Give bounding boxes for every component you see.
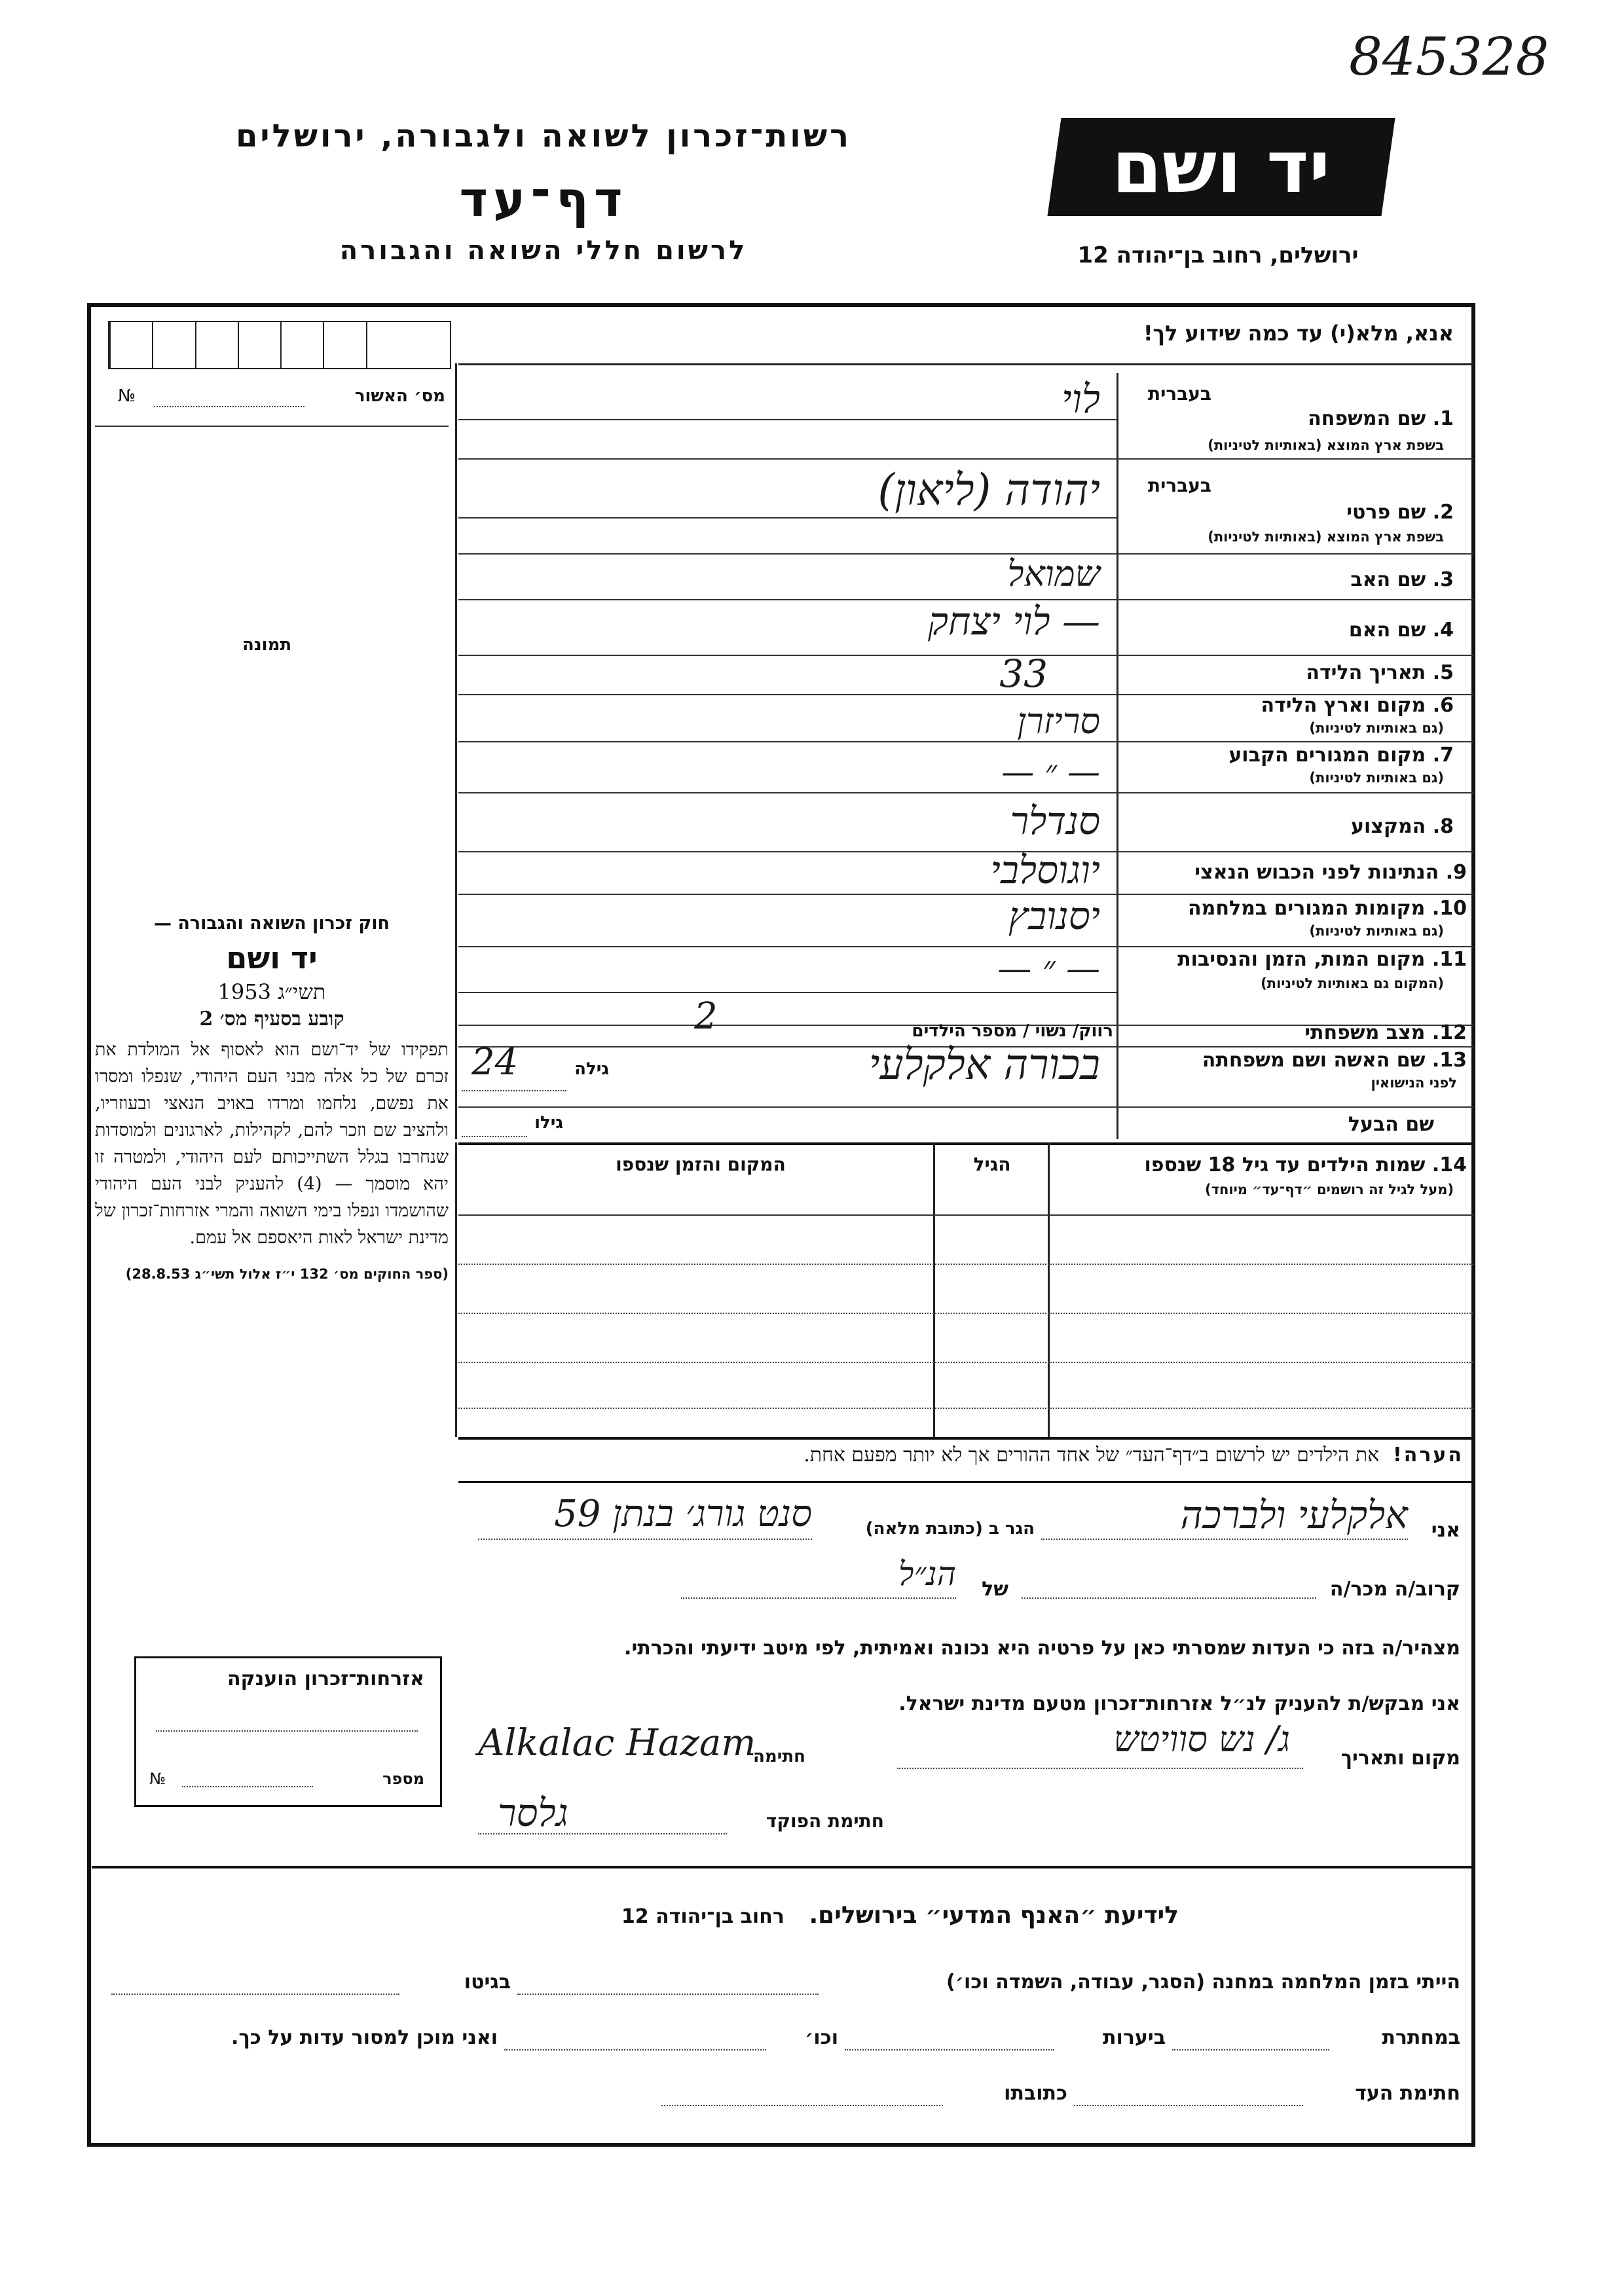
field-num: 6.: [1432, 694, 1454, 717]
field-label: מקומות המגורים במלחמה: [1188, 897, 1426, 920]
decl-relative-label: קרוב/ה מכר/ה: [1329, 1578, 1460, 1601]
field-family-name-label: [1126, 407, 1454, 430]
law-clause: קובע בסעיף מס׳ 2: [199, 1008, 344, 1030]
citizenship-box: [134, 1656, 442, 1807]
decl-i-value: אלקלעי ולברכה: [1180, 1493, 1408, 1537]
field-num: 3.: [1432, 568, 1454, 591]
field-citizenship-label: [1126, 861, 1467, 884]
field-death-value: — ״ —: [997, 949, 1100, 989]
document-title: דף־עד: [459, 172, 628, 228]
law-text-block: [95, 910, 449, 1284]
field-label: הנתינות לפני הכבוש הנאצי: [1194, 861, 1439, 884]
field-profession-label: [1126, 815, 1454, 838]
children-heading: [1048, 1154, 1467, 1176]
husband-age-label: גילו: [534, 1113, 563, 1133]
field-profession-value: סנדלר: [1010, 799, 1100, 843]
footer-ready: ואני מוכן למסור עדות על כך.: [231, 2026, 498, 2049]
decl-signature: Alkalac Hazam: [478, 1722, 756, 1764]
law-name: יד ושם: [226, 940, 318, 975]
footer-etc: וכו׳: [805, 2026, 838, 2049]
field-num: 14.: [1431, 1154, 1467, 1176]
children-sub: (מעל לגיל זה רושמים ״דף־עד״ מיוחד): [1205, 1182, 1454, 1197]
field-family-name-value: לוי: [1061, 376, 1100, 422]
field-residence-sub: (גם באותיות לטיניות): [1309, 770, 1444, 786]
field-mother-label: [1126, 619, 1454, 642]
field-label: שם המשפחה: [1308, 407, 1426, 430]
field-first-name-tag: בעברית: [1147, 475, 1211, 496]
footer-underground: במחתרת: [1382, 2026, 1460, 2049]
decl-sign-label: חתימה: [753, 1747, 805, 1766]
field-wife-value: בכורה אלקלעי: [868, 1041, 1100, 1089]
note-label: הערה!: [1393, 1444, 1464, 1467]
field-residence-label: [1126, 744, 1454, 767]
field-husband-label: שם הבעל: [1348, 1113, 1434, 1136]
photo-label: תמונה: [242, 635, 292, 655]
approval-number-boxes: [108, 321, 451, 369]
field-birthdate-value: 33: [999, 651, 1048, 696]
field-num: 2.: [1432, 501, 1454, 524]
field-death-label: [1126, 948, 1467, 971]
field-birthplace-label: [1126, 694, 1454, 717]
field-num: 1.: [1432, 407, 1454, 430]
decl-residing-label: הגר ב (כתובת מלאה): [865, 1519, 1035, 1539]
law-year: תשי״ג 1953: [217, 979, 326, 1004]
yad-vashem-logo: [1047, 118, 1395, 216]
field-wartime-residence-label: [1126, 897, 1467, 920]
intro-text: אנא, מלא(י) עד כמה שידוע לך!: [1143, 321, 1454, 346]
citizenship-box-no: №: [149, 1770, 166, 1788]
footer-title-row: [458, 1902, 1179, 1929]
field-num: 5.: [1432, 661, 1454, 684]
decl-statement: מצהיר/ה בזה כי העדות שמסרתי כאן על פרטיה היא נכונה ואמיתית, לפי מיטב ידיעתי והכרתי.: [624, 1637, 1460, 1660]
field-label: שם פרטי: [1346, 501, 1426, 524]
footer-witness-sign: חתימת העד: [1355, 2082, 1460, 2105]
decl-place-date-label: מקום ותאריך: [1340, 1747, 1460, 1770]
field-label: המקצוע: [1350, 815, 1426, 838]
decl-of-value: הנ״ל: [898, 1555, 956, 1593]
field-father-label: [1126, 568, 1454, 591]
field-num: 8.: [1432, 815, 1454, 838]
field-family-status-label: [1126, 1021, 1467, 1044]
wife-age-value: 24: [471, 1041, 519, 1084]
field-family-name-tag: בעברית: [1147, 383, 1211, 405]
law-body: תפקידו של יד־ושם הוא לאסוף אל המולדת את זכרם של כל אלה מבני העם היהודי, שנפלו ומסרו את נפשם, נלחמו ומרדו באויב הנאצי ובעוזריו, ולהציב שם וזכר להם, לקהילות, לארגונים ולמוסדות שנחרבו בגלל השתייכותם לעם היהודי, ולמטרה זו יהא מוסמך — (4) להעניק לבני העם היהודי שהושמדו ונפלו בימי השואה והמרי אזרחות־זכרון של מדינת ישראל לאות היאספם אל עמם.: [95, 1040, 449, 1248]
field-num: 10.: [1431, 897, 1467, 920]
family-status-options: רווק/ נשוי / מספר הילדים: [912, 1021, 1113, 1041]
approval-no: №: [118, 386, 136, 406]
decl-i-label: אני: [1431, 1519, 1460, 1542]
document-subtitle: לרשום חללי השואה והגבורה: [339, 236, 748, 266]
logo-text: יד ושם: [1112, 125, 1331, 209]
wife-age-label: גילה: [574, 1059, 609, 1079]
field-label: שם האשה ושם משפחתה: [1202, 1049, 1426, 1072]
field-first-name-label: [1126, 501, 1454, 524]
field-birthdate-label: [1126, 661, 1454, 684]
field-label: מקום המגורים הקבוע: [1228, 744, 1426, 767]
field-first-name-value: יהודה (ליאון): [877, 465, 1100, 515]
field-num: 13.: [1431, 1049, 1467, 1072]
field-family-name-sub: בשפת ארץ המוצא (באותיות לטיניות): [1208, 437, 1444, 453]
field-father-value: שמואל: [1007, 553, 1100, 594]
officer-signature: גלסר: [498, 1791, 568, 1835]
footer-line1: הייתי בזמן המלחמה במחנה (הסגר, עבודה, השמדה וכו׳): [946, 1971, 1460, 1994]
approval-label: מס׳ האשור: [354, 386, 445, 406]
field-label: מקום המות, הזמן והנסיבות: [1177, 948, 1426, 971]
citizenship-box-number: מספר: [382, 1770, 424, 1788]
field-num: 12.: [1431, 1021, 1467, 1044]
field-death-sub: (המקום גם באותיות לטיניות): [1261, 975, 1444, 991]
field-birthplace-value: סריזרן: [1017, 701, 1100, 742]
decl-request: אני מבקש/ת להעניק לנ״ל אזרחות־זכרון מטעם מדינת ישראל.: [898, 1692, 1460, 1715]
field-wartime-residence-sub: (גם באותיות לטיניות): [1309, 923, 1444, 939]
header-address: ירושלים, רחוב בן־יהודה 12: [1077, 242, 1359, 268]
field-label: שם האב: [1350, 568, 1426, 591]
field-num: 11.: [1431, 948, 1467, 971]
note-text: את הילדים יש לרשום ב״דף־העד״ של אחד ההורים אך לא יותר מפעם אחת.: [803, 1444, 1380, 1467]
field-label: מקום וארץ הלידה: [1261, 694, 1426, 717]
archive-number: 845328: [1349, 26, 1549, 87]
field-label: שם האם: [1348, 619, 1426, 642]
field-num: 9.: [1445, 861, 1467, 884]
children-count: 2: [694, 995, 718, 1038]
children-col-age: הגיל: [973, 1154, 1011, 1175]
field-label: שמות הילדים עד גיל 18 שנספו: [1144, 1154, 1426, 1176]
field-num: 4.: [1432, 619, 1454, 642]
children-col-place: המקום והזמן שנספו: [616, 1154, 786, 1175]
field-label: תאריך הלידה: [1306, 661, 1426, 684]
field-first-name-sub: בשפת ארץ המוצא (באותיות לטיניות): [1208, 529, 1444, 545]
field-mother-value: — לוי יצחק: [927, 599, 1100, 644]
decl-of-label: של: [982, 1578, 1008, 1601]
footer-address-label: כתובתו: [1004, 2082, 1067, 2105]
field-num: 7.: [1432, 744, 1454, 767]
note-row: [462, 1444, 1464, 1467]
field-wife-label: [1126, 1049, 1467, 1072]
footer-address: רחוב בן־יהודה 12: [621, 1905, 784, 1928]
field-citizenship-value: יוגוסלבי: [990, 848, 1100, 892]
decl-address-value: סנט גורג׳ בנתן 59: [554, 1493, 812, 1535]
field-label: מצב משפחתי: [1304, 1021, 1426, 1044]
footer-ghetto: בגיטו: [464, 1971, 511, 1994]
footer-forests: ביערות: [1103, 2026, 1166, 2049]
field-residence-value: — ״ —: [1001, 753, 1100, 791]
officer-sign-label: חתימת הפוקד: [766, 1810, 884, 1832]
citizenship-box-title: אזרחות־זכרון הוענקה: [227, 1667, 424, 1690]
law-heading: חוק זכרון השואה והגבורה —: [153, 913, 390, 934]
field-wife-sub: לפני הנישואין: [1371, 1075, 1457, 1091]
decl-place-date-value: ג/ נש סוויטש: [1113, 1719, 1290, 1760]
field-wartime-residence-value: יסנובץ: [1008, 894, 1100, 938]
field-birthplace-sub: (גם באותיות לטיניות): [1309, 720, 1444, 736]
law-reference: (ספר החוקים מס׳ 132 י״ז אלול תשי״ג 28.8.53): [125, 1266, 449, 1282]
institution-title: רשות־זכרון לשואה ולגבורה, ירושלים: [235, 118, 852, 155]
footer-title: לידיעת ״האנף המדעי״ בירושלים.: [809, 1902, 1179, 1929]
